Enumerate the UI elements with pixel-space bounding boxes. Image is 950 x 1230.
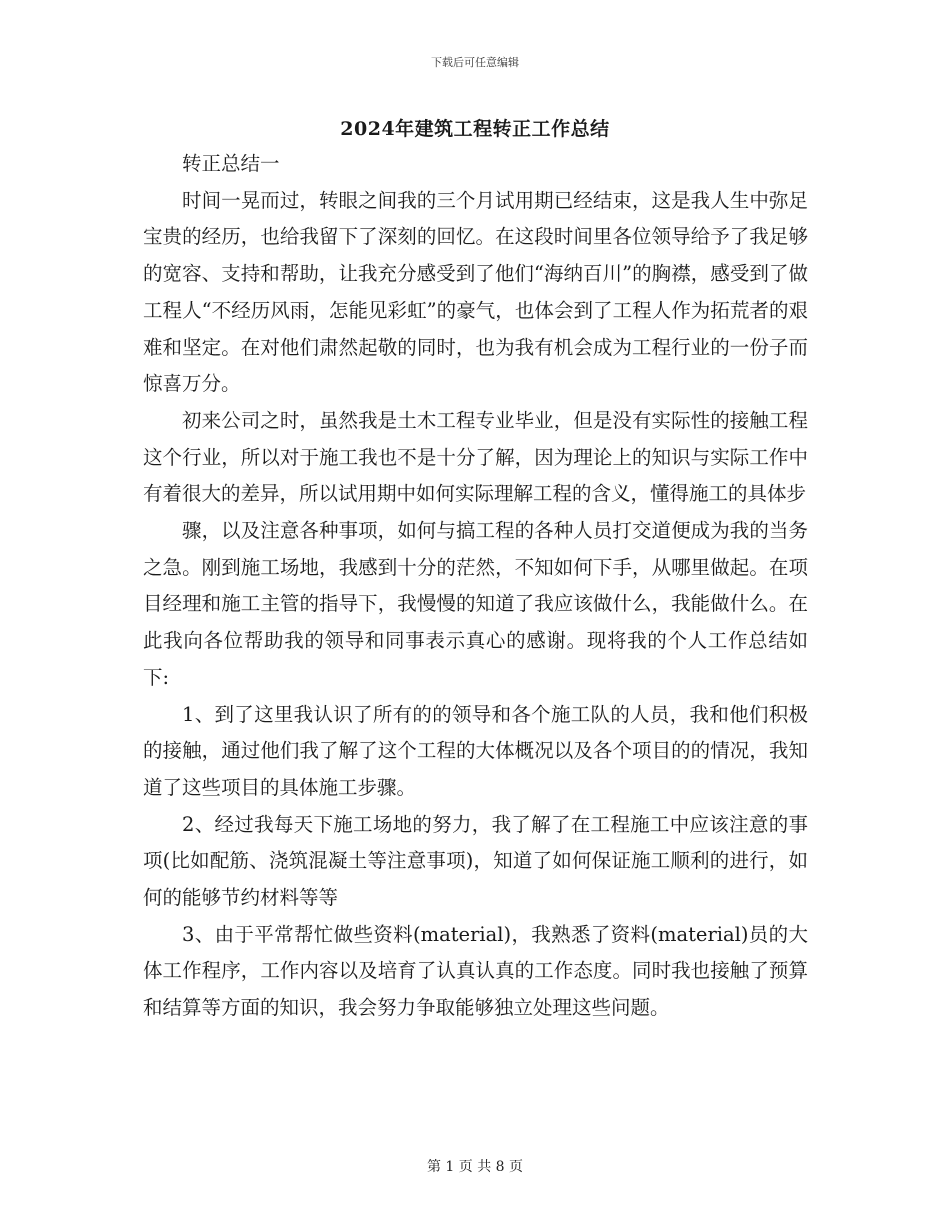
paragraph: 骤，以及注意各种事项，如何与搞工程的各种人员打交道便成为我的当务之急。刚到施工场地，我感到十分的茫然，不知如何下手，从哪里做起。在项目经理和施工主管的指导下，我慢慢的知道了我应该做什么，我能做什么。在此我向各位帮助我的领导和同事表示真心的感谢。现将我的个人工作总结如下:: [143, 519, 808, 689]
list-item: 3、由于平常帮忙做些资料(material)，我熟悉了资料(material)员的大体工作程序，工作内容以及培育了认真认真的工作态度。同时我也接触了预算和结算等方面的知识，我会努力争取能够独立处理这些问题。: [143, 922, 808, 1020]
section-heading: 转正总结一: [182, 152, 280, 175]
document-body: [143, 146, 808, 1027]
paragraph: 时间一晃而过，转眼之间我的三个月试用期已经结束，这是我人生中弥足宝贵的经历，也给我留下了深刻的回忆。在这段时间里各位领导给予了我足够的宽容、支持和帮助，让我充分感受到了他们“海纳百川”的胸襟，感受到了做工程人“不经历风雨，怎能见彩虹”的豪气，也体会到了工程人作为拓荒者的艰难和坚定。在对他们肃然起敬的同时，也为我有机会成为工程行业的一份子而惊喜万分。: [143, 188, 808, 396]
header-note: 下载后可任意编辑: [431, 56, 519, 69]
page-number: 第 1 页 共 8 页: [426, 1159, 524, 1175]
document-title: 2024年建筑工程转正工作总结: [340, 118, 610, 140]
list-item: 1、到了这里我认识了所有的的领导和各个施工队的人员，我和他们积极的接触，通过他们我了解了这个工程的大体概况以及各个项目的的情况，我知道了这些项目的具体施工步骤。: [143, 702, 808, 799]
paragraph: 初来公司之时，虽然我是土木工程专业毕业，但是没有实际性的接触工程这个行业，所以对于施工我也不是十分了解，因为理论上的知识与实际工作中有着很大的差异，所以试用期中如何实际理解工程的含义，懂得施工的具体步: [143, 408, 808, 506]
list-item: 2、经过我每天下施工场地的努力，我了解了在工程施工中应该注意的事项(比如配筋、浇筑混凝土等注意事项)，知道了如何保证施工顺利的进行，如何的能够节约材料等等: [143, 812, 808, 910]
